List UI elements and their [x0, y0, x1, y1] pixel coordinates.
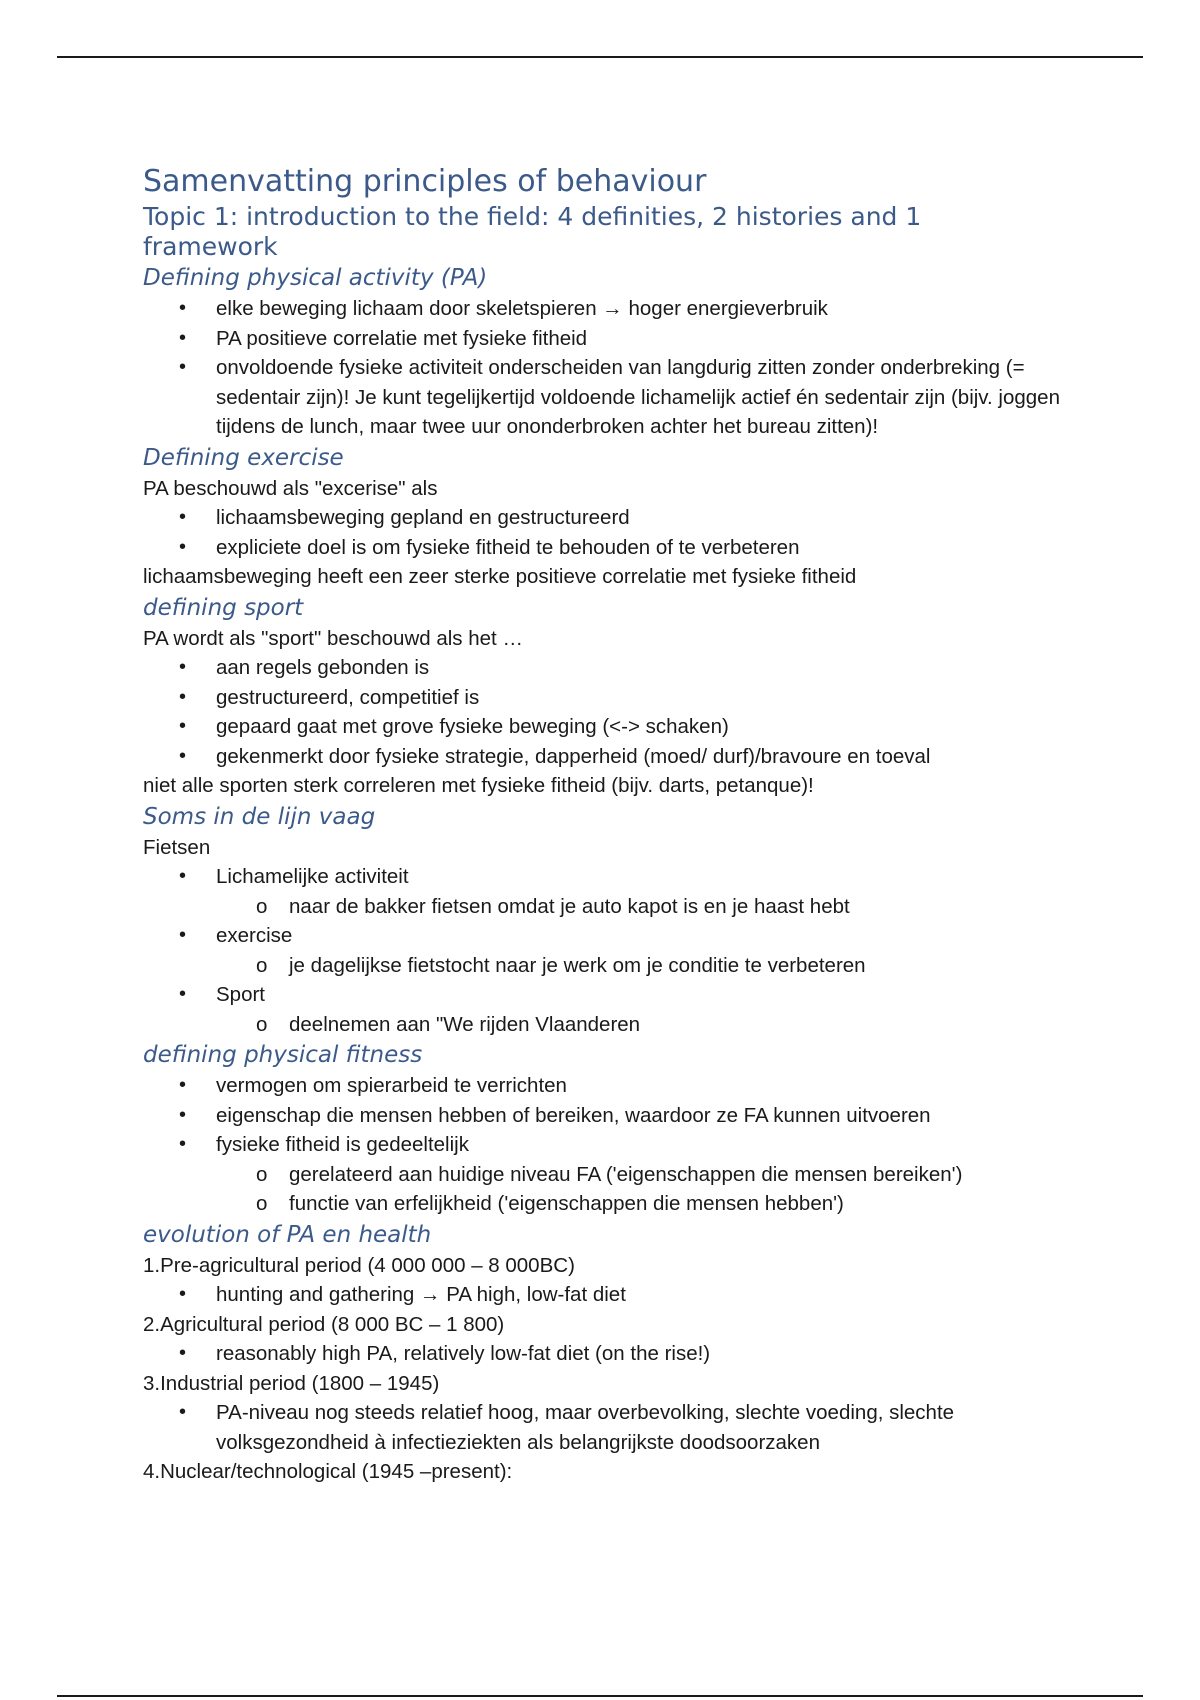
heading-evolution: evolution of PA en health	[143, 1221, 432, 1248]
list-item-label: Lichamelijke activiteit	[216, 865, 409, 888]
heading-sport: defining sport	[143, 594, 304, 621]
pa-list	[143, 294, 1063, 442]
list-item-label: Sport	[216, 983, 265, 1006]
vague-list	[143, 862, 1063, 892]
period-label: 1.Pre-agricultural period (4 000 000 – 8 000BC)	[143, 1253, 575, 1277]
sub-list-item: o naar de bakker fietsen omdat je auto kapot is en je haast hebt	[216, 892, 1063, 922]
exercise-outro: lichaamsbeweging heeft een zeer sterke positieve correlatie met fysieke fitheid	[143, 565, 857, 588]
sub-list-item: o gerelateerd aan huidige niveau FA ('eigenschappen die mensen bereiken')	[216, 1160, 1063, 1190]
footer-rule	[57, 1695, 1143, 1697]
period-label: 3.Industrial period (1800 – 1945)	[143, 1371, 440, 1395]
header-rule	[57, 56, 1143, 58]
list-item: • gekenmerkt door fysieke strategie, dapperheid (moed/ durf)/bravoure en toeval	[143, 742, 1063, 772]
list-item: • onvoldoende fysieke activiteit onderscheiden van langdurig zitten zonder onderbreking (= sedentair zijn)! Je kunt tegelijkertijd voldoende lichamelijk actief én sedentair zijn (bijv. joggen tijdens de lunch, maar twee uur ononderbroken achter het bureau zitten)!	[143, 353, 1063, 442]
vague-sublist	[216, 951, 1063, 981]
sub-list-item: o functie van erfelijkheid ('eigenschappen die mensen hebben')	[216, 1189, 1063, 1219]
list-item: • reasonably high PA, relatively low-fat diet (on the rise!)	[143, 1339, 1063, 1369]
exercise-intro: PA beschouwd als "excerise" als	[143, 476, 438, 500]
list-item: • PA-niveau nog steeds relatief hoog, maar overbevolking, slechte voeding, slechte volksgezondheid à infectieziekten als belangrijkste doodsoorzaken	[143, 1398, 1063, 1457]
vague-intro: Fietsen	[143, 835, 211, 859]
document-page	[143, 162, 1063, 1487]
vague-list	[143, 921, 1063, 951]
vague-list	[143, 980, 1063, 1010]
topic-heading: Topic 1: introduction to the field: 4 definities, 2 histories and 1 framework	[143, 202, 922, 261]
list-item: • aan regels gebonden is	[143, 653, 1063, 683]
sub-list-item: o je dagelijkse fietstocht naar je werk om je conditie te verbeteren	[216, 951, 1063, 981]
list-item: • lichaamsbeweging gepland en gestructureerd	[143, 503, 1063, 533]
period-label: 2.Agricultural period (8 000 BC – 1 800)	[143, 1312, 505, 1336]
vague-sublist	[216, 892, 1063, 922]
list-item-label: exercise	[216, 924, 293, 947]
list-item	[143, 980, 1063, 1010]
sport-list	[143, 653, 1063, 771]
heading-exercise: Defining exercise	[143, 444, 344, 471]
list-item: • fysieke fitheid is gedeeltelijk	[143, 1130, 1063, 1160]
list-item: • gepaard gaat met grove fysieke beweging (<-> schaken)	[143, 712, 1063, 742]
list-item: • vermogen om spierarbeid te verrichten	[143, 1071, 1063, 1101]
list-item: • eigenschap die mensen hebben of bereiken, waardoor ze FA kunnen uitvoeren	[143, 1101, 1063, 1131]
heading-physical-activity: Defining physical activity (PA)	[143, 265, 488, 291]
sport-outro: niet alle sporten sterk correleren met fysieke fitheid (bijv. darts, petanque)!	[143, 774, 814, 797]
sub-list-item: o deelnemen aan "We rijden Vlaanderen	[216, 1010, 1063, 1040]
heading-physical-fitness: defining physical fitness	[143, 1042, 423, 1068]
period-list	[143, 1280, 1063, 1310]
fitness-list	[143, 1071, 1063, 1160]
period-list	[143, 1398, 1063, 1457]
document-title: Samenvatting principles of behaviour	[143, 164, 707, 199]
fitness-sublist	[216, 1160, 1063, 1219]
list-item: • gestructureerd, competitief is	[143, 683, 1063, 713]
exercise-list	[143, 503, 1063, 562]
sport-intro: PA wordt als "sport" beschouwd als het …	[143, 626, 523, 650]
list-item: • elke beweging lichaam door skeletspieren → hoger energieverbruik	[143, 294, 1063, 324]
period-list	[143, 1339, 1063, 1369]
list-item: • hunting and gathering → PA high, low-fat diet	[143, 1280, 1063, 1310]
heading-vague: Soms in de lijn vaag	[143, 803, 376, 830]
vague-sublist	[216, 1010, 1063, 1040]
list-item	[143, 862, 1063, 892]
list-item	[143, 921, 1063, 951]
period-label: 4.Nuclear/technological (1945 –present):	[143, 1460, 513, 1483]
list-item: • PA positieve correlatie met fysieke fitheid	[143, 324, 1063, 354]
list-item: • expliciete doel is om fysieke fitheid te behouden of te verbeteren	[143, 533, 1063, 563]
